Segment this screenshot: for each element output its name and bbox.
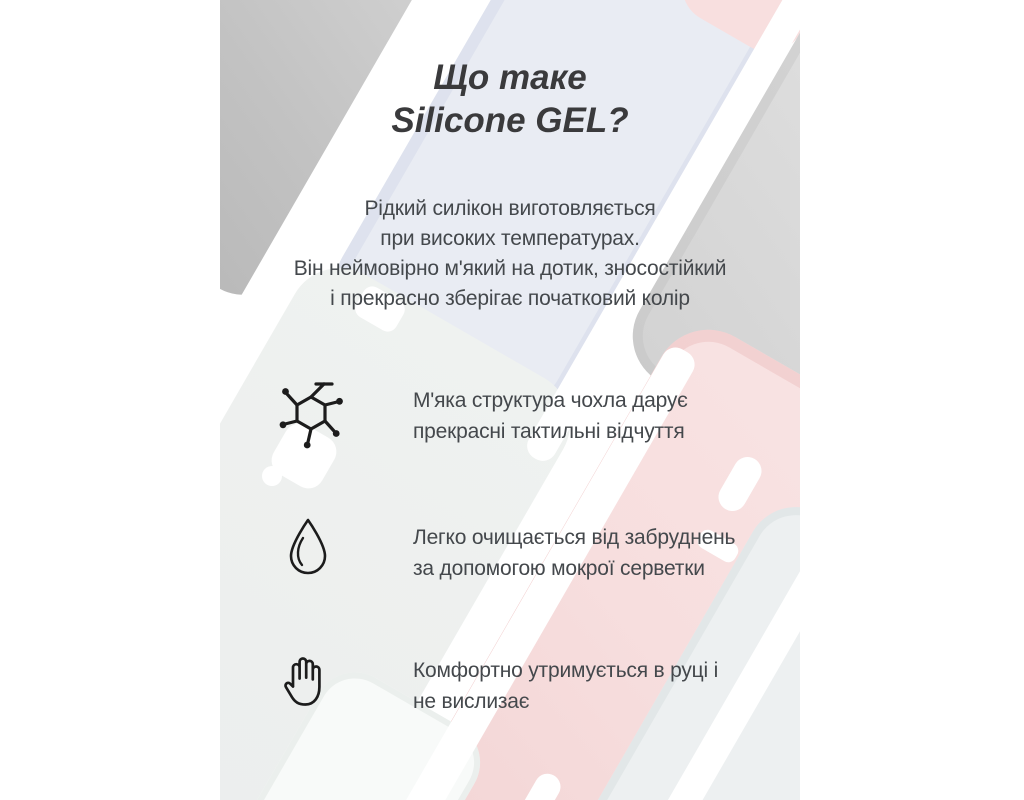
intro-line: при високих температурах. (380, 227, 640, 250)
feature-text (413, 522, 735, 584)
feature-text (413, 385, 688, 447)
water-drop-icon (286, 517, 330, 575)
intro-paragraph (220, 194, 800, 314)
intro-line: і прекрасно зберігає початковий колір (330, 287, 690, 310)
poster-content (220, 0, 800, 800)
page-title-line1: Що таке (433, 58, 587, 97)
intro-line: Він неймовірно м'який на дотик, зносостійкий (293, 257, 727, 280)
feature-text-line: Комфортно утримується в руці і (413, 659, 719, 682)
silicone-gel-poster (220, 0, 800, 800)
feature-text-line: М'яка структура чохла дарує (413, 389, 688, 412)
molecule-icon (278, 375, 344, 451)
feature-text-line: не вислизає (413, 690, 530, 713)
page-title-line2: Silicone GEL? (391, 101, 629, 140)
page-title (220, 56, 800, 142)
feature-text-line: прекрасні тактильні відчуття (413, 420, 685, 443)
hand-icon (279, 652, 331, 710)
feature-text (413, 655, 718, 717)
feature-soft-structure (220, 372, 800, 472)
feature-text-line: Легко очищається від забруднень (413, 526, 736, 549)
intro-line: Рідкий силікон виготовляється (364, 197, 656, 220)
feature-text-line: за допомогою мокрої серветки (413, 557, 705, 580)
feature-easy-cleaning (220, 512, 800, 612)
feature-comfortable-grip (220, 646, 800, 746)
